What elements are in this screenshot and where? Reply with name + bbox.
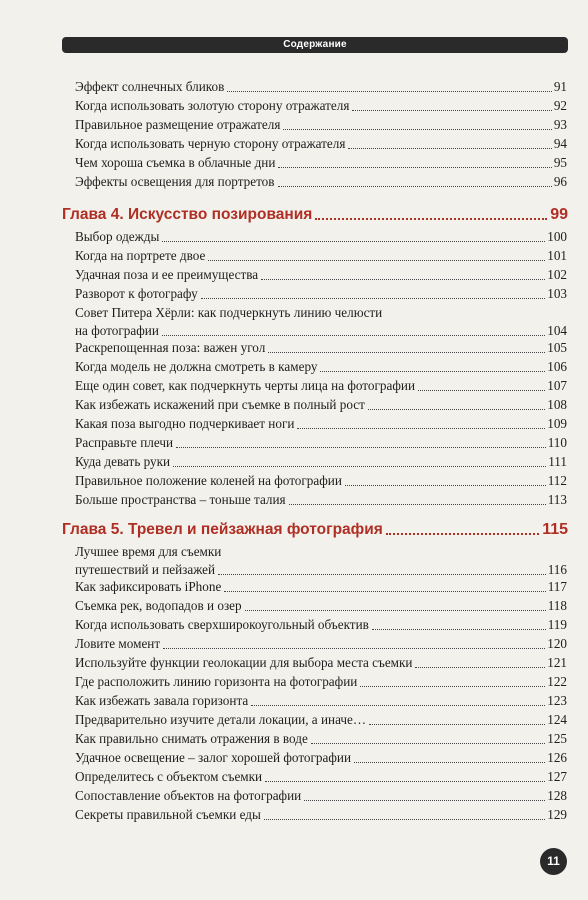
entry-title: Выбор одежды (75, 229, 160, 244)
dot-leader (415, 667, 545, 668)
entry-page-number: 113 (547, 492, 567, 507)
entry-page-number: 104 (547, 323, 567, 338)
dot-leader (315, 218, 547, 220)
entry-page-number: 92 (553, 98, 567, 113)
entry-title: Как правильно снимать отражения в воде (75, 731, 308, 746)
entry-title: Лучшее время для съемки (75, 544, 222, 559)
dot-leader (345, 485, 546, 486)
entry-page-number: 108 (547, 397, 567, 412)
dot-leader (261, 279, 545, 280)
dot-leader (283, 129, 551, 130)
dot-leader (352, 110, 551, 111)
entry-title: Сопоставление объектов на фотографии (75, 788, 302, 803)
dot-leader (224, 591, 545, 592)
toc-entry[interactable] (75, 358, 567, 376)
toc-entry[interactable] (75, 787, 567, 805)
entry-page-number: 94 (553, 136, 567, 151)
entry-title: Используйте функции геолокации для выбора места съемки (75, 655, 413, 670)
entry-title: Глава 5. Тревел и пейзажная фотография (62, 521, 383, 538)
dot-leader (251, 705, 545, 706)
entry-page-number: 107 (547, 378, 567, 393)
toc-entry[interactable] (75, 339, 567, 357)
entry-page-number: 126 (547, 750, 567, 765)
entry-title: Где расположить линию горизонта на фотографии (75, 674, 358, 689)
entry-page-number: 128 (547, 788, 567, 803)
entry-title: Предварительно изучите детали локации, а иначе… (75, 712, 367, 727)
entry-title: Расправьте плечи (75, 435, 174, 450)
entry-page-number: 122 (547, 674, 567, 689)
entry-page-number: 129 (547, 807, 567, 822)
entry-page-number: 96 (553, 174, 567, 189)
dot-leader (227, 91, 551, 92)
entry-title: Правильное положение коленей на фотографии (75, 473, 342, 488)
entry-title: Эффекты освещения для портретов (75, 174, 275, 189)
toc-entry[interactable] (75, 154, 567, 172)
toc-entry[interactable] (75, 491, 567, 509)
entry-page-number: 99 (550, 206, 568, 223)
toc-entry[interactable] (75, 304, 567, 340)
toc-entry[interactable] (75, 597, 567, 615)
entry-page-number: 118 (547, 598, 567, 613)
toc-entry[interactable] (75, 434, 567, 452)
dot-leader (320, 371, 545, 372)
entry-page-number: 127 (547, 769, 567, 784)
dot-leader (173, 466, 546, 467)
toc-entry[interactable] (75, 749, 567, 767)
entry-title: Какая поза выгодно подчеркивает ноги (75, 416, 295, 431)
toc-entry[interactable] (75, 377, 567, 395)
entry-page-number: 120 (547, 636, 567, 651)
page-number-badge: 11 (540, 848, 567, 875)
dot-leader (264, 819, 545, 820)
dot-leader (245, 610, 546, 611)
toc-entry[interactable] (75, 228, 567, 246)
entry-page-number: 112 (547, 473, 567, 488)
entry-page-number: 106 (547, 359, 567, 374)
entry-title: Глава 4. Искусство позирования (62, 206, 313, 223)
entry-page-number: 100 (547, 229, 567, 244)
entry-page-number: 93 (553, 117, 567, 132)
entry-page-number: 124 (547, 712, 567, 727)
dot-leader (354, 762, 545, 763)
entry-title: Больше пространства – тоньше талия (75, 492, 286, 507)
dot-leader (176, 447, 546, 448)
dot-leader (348, 148, 551, 149)
entry-page-number: 103 (547, 286, 567, 301)
dot-leader (368, 409, 545, 410)
entry-title: Ловите момент (75, 636, 161, 651)
entry-title: Как избежать искажений при съемке в полный рост (75, 397, 365, 412)
entry-title: Совет Питера Хёрли: как подчеркнуть линию челюсти (75, 305, 383, 320)
chapter-heading[interactable] (62, 205, 568, 225)
entry-title: Еще один совет, как подчеркнуть черты лица на фотографии (75, 378, 416, 393)
entry-title: Эффект солнечных бликов (75, 79, 225, 94)
dot-leader (278, 167, 551, 168)
toc-entry[interactable] (75, 472, 567, 490)
toc-entry[interactable] (75, 578, 567, 596)
dot-leader (208, 260, 545, 261)
dot-leader (268, 352, 545, 353)
dot-leader (304, 800, 545, 801)
dot-leader (278, 186, 552, 187)
dot-leader (418, 390, 545, 391)
dot-leader (265, 781, 545, 782)
dot-leader (297, 428, 545, 429)
toc-entry[interactable] (75, 635, 567, 653)
entry-page-number: 117 (547, 579, 567, 594)
entry-page-number: 123 (547, 693, 567, 708)
entry-title: Разворот к фотографу (75, 286, 198, 301)
toc-entry[interactable] (75, 173, 567, 191)
dot-leader (311, 743, 545, 744)
toc-entry[interactable] (75, 116, 567, 134)
dot-leader (372, 629, 546, 630)
entry-page-number: 95 (553, 155, 567, 170)
dot-leader (162, 241, 545, 242)
toc-entry[interactable] (75, 692, 567, 710)
entry-page-number: 101 (547, 248, 567, 263)
toc-entry[interactable] (75, 285, 567, 303)
entry-page-number: 91 (553, 79, 567, 94)
entry-title: Съемка рек, водопадов и озер (75, 598, 242, 613)
toc-entry[interactable] (75, 711, 567, 729)
dot-leader (289, 504, 546, 505)
entry-title: Раскрепощенная поза: важен угол (75, 340, 266, 355)
entry-title: Когда использовать черную сторону отражателя (75, 136, 346, 151)
entry-title: Чем хороша съемка в облачные дни (75, 155, 276, 170)
running-header: Содержание (62, 37, 568, 53)
toc-entry[interactable] (75, 673, 567, 691)
toc-entry[interactable] (75, 730, 567, 748)
entry-title: Когда на портрете двое (75, 248, 206, 263)
entry-page-number: 102 (547, 267, 567, 282)
entry-page-number: 125 (547, 731, 567, 746)
dot-leader (369, 724, 545, 725)
entry-title: Определитесь с объектом съемки (75, 769, 263, 784)
toc-entry[interactable] (75, 97, 567, 115)
entry-title: на фотографии (75, 323, 159, 338)
toc-entry[interactable] (75, 396, 567, 414)
dot-leader (201, 298, 546, 299)
dot-leader (360, 686, 545, 687)
toc-entry[interactable] (75, 806, 567, 824)
entry-title: Когда модель не должна смотреть в камеру (75, 359, 318, 374)
toc-entry[interactable] (75, 616, 567, 634)
dot-leader (218, 574, 546, 575)
entry-title: Как избежать завала горизонта (75, 693, 249, 708)
toc-entry[interactable] (75, 78, 567, 96)
entry-title: Куда девать руки (75, 454, 171, 469)
entry-page-number: 121 (547, 655, 567, 670)
entry-title: Удачная поза и ее преимущества (75, 267, 259, 282)
entry-title: Удачное освещение – залог хорошей фотографии (75, 750, 352, 765)
entry-page-number: 110 (547, 435, 567, 450)
toc-entry[interactable] (75, 247, 567, 265)
entry-title: путешествий и пейзажей (75, 562, 216, 577)
dot-leader (163, 648, 545, 649)
chapter-heading[interactable] (62, 520, 568, 540)
toc-entry[interactable] (75, 654, 567, 672)
entry-title: Правильное размещение отражателя (75, 117, 281, 132)
entry-title: Когда использовать сверхширокоугольный объектив (75, 617, 369, 632)
entry-page-number: 109 (547, 416, 567, 431)
entry-page-number: 116 (547, 562, 567, 577)
toc-entry[interactable] (75, 453, 567, 471)
toc-entry[interactable] (75, 543, 567, 579)
toc-entry[interactable] (75, 768, 567, 786)
entry-page-number: 105 (547, 340, 567, 355)
entry-page-number: 115 (542, 521, 568, 538)
entry-title: Как зафиксировать iPhone (75, 579, 222, 594)
entry-page-number: 111 (548, 454, 567, 469)
entry-title: Когда использовать золотую сторону отражателя (75, 98, 350, 113)
dot-leader (162, 335, 545, 336)
toc-entry[interactable] (75, 266, 567, 284)
toc-entry[interactable] (75, 415, 567, 433)
entry-title: Секреты правильной съемки еды (75, 807, 261, 822)
toc-entry[interactable] (75, 135, 567, 153)
dot-leader (386, 533, 539, 535)
entry-page-number: 119 (547, 617, 567, 632)
